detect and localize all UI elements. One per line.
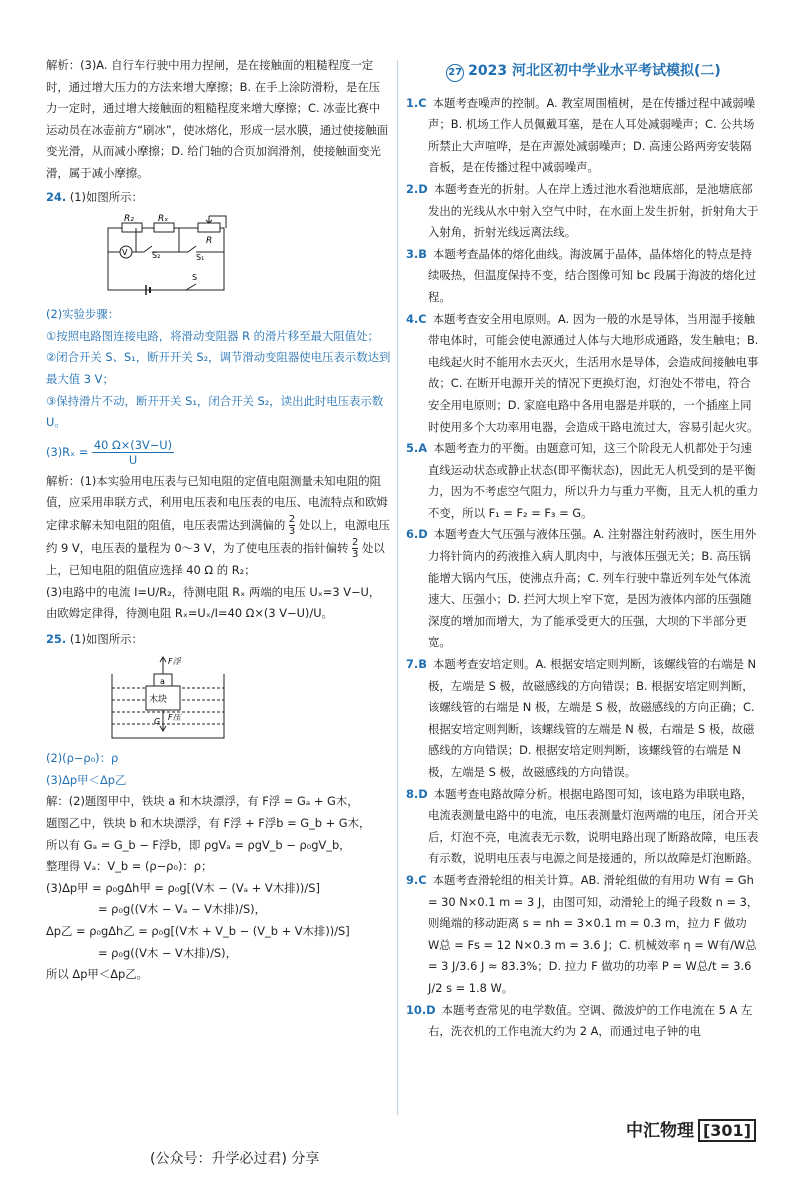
page-number: [301] (698, 1119, 756, 1142)
label-r: R (206, 236, 213, 247)
q24-line1: 24. (1)如图所示： (46, 189, 143, 204)
section-title: 2023 河北区初中学业水平考试模拟(二) (468, 63, 721, 79)
answer-item: 8.D 本题考查电路故障分析。根据电路图可知，该电路为串联电路，电流表测量电路中的电流，电压表测量灯泡两端的电压，闭合开关后，灯泡不亮，电流表无示数，说明电路出现了断路故障，电压表有示数，说明电压表与电源之间是接通的，所以故障是灯泡断路。 (406, 786, 759, 866)
q25-sol-4: 整理得 Vₐ：V_b = (ρ−ρ₀)：ρ； (46, 859, 213, 874)
q25-sol-2: 题图乙中，铁块 b 和木块漂浮，有 F浮 + F浮b = G_b + G木， (46, 816, 371, 831)
q24-formula: (3)Rₓ = $\frac{40 \Omega\times(3V-U)}{U}$ (46, 437, 173, 467)
q24-step-3: ③保持滑片不动，断开开关 S₁，闭合开关 S₂，读出此时电压表示数 U。 (46, 393, 384, 430)
answer-item: 9.C 本题考查滑轮组的相关计算。AB. 滑轮组做的有用功 W有 = Gh = 30 N×0.1 m = 3 J，由图可知，动滑轮上的绳子段数 n = 3，则绳端的移动距离 s = nh = 3×0.1 m = 0.3 m，拉力 F 做功 W总 = Fs = 12 N×0.3 m = 3.6 J；C. 机械效率 η = W有/W总 = 3 J/3.6 J ≈ 83.3%；D. 拉力 F 做功的功率 P = W总/t = 3.6 J/2 s = 1.8 W。 (406, 872, 759, 995)
resistor-r2 (122, 223, 142, 232)
buoyancy-diagram (106, 654, 236, 742)
q24-analysis: 解析：(1)本实验用电压表与已知电阻的定值电阻测量未知电阻的阻值，应采用串联方式，利用电压表和电压表的电压、电流特点和欧姆定律求解未知电阻的阻值，电压表需达到满偏的 $\frac{2}{3}$ 处以上，电源电压约 9 V，电压表的量程为 0～3 V，为了使电压表的指针偏转 $\frac{2}{3}$ 处以上，已知电阻的阻值应选择 40 Ω 的 R₂； (46, 473, 390, 577)
answer-item: 4.C 本题考查安全用电原则。A. 因为一般的水是导体，当用湿手接触带电体时，可能会使电源通过人体与大地形成通路，发生触电；B. 电线起火时不能用水去灭火，生活用水是导体，会造成间接触电事故；C. 在断开电源开关的情况下更换灯泡，灯泡处不带电，符合安全用电原则；D. 家庭电路中各用电器是并联的，一个插座上同时使用多个大功率用电器，会造成干路电流过大，容易引起火灾。 (406, 311, 759, 434)
q24-step-1: ①按照电路图连接电路，将滑动变阻器 R 的滑片移至最大阻值处； (46, 328, 379, 343)
label-rx: Rₓ (158, 214, 169, 225)
q24-analysis-3: (3)电路中的电流 I=U/R₂，待测电阻 Rₓ 两端的电压 Uₓ=3 V−U，由欧姆定律得，待测电阻 Rₓ=Uₓ/I=40 Ω×(3 V−U)/U。 (46, 584, 381, 621)
answer-item: 3.B 本题考查晶体的熔化曲线。海波属于晶体，晶体熔化的特点是持续吸热，但温度保持不变，结合图像可知 bc 段属于海波的熔化过程。 (406, 246, 757, 304)
q25-number: 25. (46, 631, 67, 646)
label-s2: S₂ (152, 251, 161, 261)
label-s: S (192, 273, 198, 283)
q25-sol-7: Δp乙 = ρ₀gΔh乙 = ρ₀g[(V木 + V_b − (V_b + V木排))/S] (46, 924, 350, 939)
switch-s2 (144, 246, 152, 252)
column-divider (397, 60, 398, 1115)
left-column (46, 55, 391, 986)
right-column (406, 55, 761, 1043)
circuit-diagram (106, 212, 246, 298)
q25-sol-1: 解：(2)题图甲中，铁块 a 和木块漂浮，有 F浮 = Gₐ + G木， (46, 794, 359, 809)
answer-item: 6.D 本题考查大气压强与液体压强。A. 注射器注射药液时，医生用外力将针筒内的药液推入病人肌肉中，与液体压强无关；B. 高压锅能增大锅内气压，使沸点升高；C. 列车行驶中靠近列车处气体流速大、压强小；D. 拦河大坝上窄下宽，是因为液体内部的压强随深度的增加而增大，为了能承受更大的压强，大坝的下半部分更宽。 (406, 527, 757, 650)
q25-sol-3: 所以有 Gₐ = G_b − F浮b，即 ρgVₐ = ρgV_b − ρ₀gV_b， (46, 837, 351, 852)
q23-analysis: 解析：(3)A. 自行车行驶中用力捏闸，是在接触面的粗糙程度一定时，通过增大压力的方法来增大摩擦；B. 在手上涂防滑粉，是在压力一定时，通过增大接触面的粗糙程度来增大摩擦；C. 冰壶比赛中运动员在冰壶前方“刷冰”，使冰熔化，形成一层水膜，通过使接触面变光滑，从而减小摩擦；D. 给门轴的合页加润滑剂，使接触面变光滑，属于减小摩擦。 (46, 58, 389, 180)
q24-step-2: ②闭合开关 S、S₁，断开开关 S₂，调节滑动变阻器使电压表示数达到最大值 3 V； (46, 350, 391, 386)
label-s1: S₁ (196, 253, 205, 263)
q25-sol-8: = ρ₀g((V木 − V木排)/S)， (98, 945, 237, 960)
label-f-fu: F浮 (168, 657, 181, 667)
section-header (406, 61, 761, 83)
q24-number: 24. (46, 189, 67, 204)
label-a: a (160, 677, 165, 687)
switch-s1 (188, 246, 196, 252)
rheostat-r (198, 223, 220, 232)
q25-line1: 25. (1)如图所示： (46, 631, 143, 646)
answer-item: 1.C 本题考查噪声的控制。A. 教室周围植树，是在传播过程中减弱噪声；B. 机场工作人员佩戴耳塞，是在人耳处减弱噪声；C. 公共场所禁止大声喧哗，是在声源处减弱噪声；D. 高速公路两旁安装隔音板，是在传播过程中减弱噪声。 (406, 95, 756, 175)
q24-formula-num: 40 Ω×(3V−U) (93, 437, 173, 452)
subject-label: 中汇物理 (625, 1121, 694, 1141)
answer-item: 5.A 本题考查力的平衡。由题意可知，这三个阶段无人机都处于匀速直线运动状态或静止状态(即平衡状态)，因此无人机受到的是平衡力，因为不考虑空气阻力，所以升力与重力平衡，且无人机的重力不变，所以 F₁ = F₂ = F₃ = G。 (406, 441, 759, 520)
label-wood: 木块 (149, 695, 168, 706)
q25-sol-5: (3)Δp甲 = ρ₀gΔh甲 = ρ₀g[(V木 − (Vₐ + V木排))/S] (46, 880, 320, 895)
q25-sol-9: 所以 Δp甲＜Δp乙。 (46, 967, 149, 982)
q24-steps-title: (2)实验步骤： (46, 307, 120, 322)
q25-sol-6: = ρ₀g((V木 − Vₐ − V木排)/S)， (98, 902, 267, 917)
q25-answer-3: (3)Δp甲＜Δp乙 (46, 772, 127, 787)
label-f-ya: F压 (168, 713, 181, 723)
q24-formula-den: U (128, 452, 138, 467)
page-footer-subject (626, 1116, 756, 1142)
answer-item: 2.D 本题考查光的折射。人在岸上透过池水看池塘底部，是池塘底部发出的光线从水中射入空气中时，在水面上发生折射，折射角大于入射角，折射光线远离法线。 (406, 181, 759, 240)
resistor-rx (154, 223, 174, 232)
answer-item: 10.D 本题考查常见的电学数值。空调、微波炉的工作电流在 5 A 左右，洗衣机的工作电流大约为 2 A，而通过电子钟的电 (406, 1002, 753, 1039)
share-note: (公众号：升学必过君) 分享 (150, 1151, 320, 1167)
section-number-badge: 27 (446, 64, 464, 82)
q25-answer-2: (2)(ρ−ρ₀)：ρ (46, 751, 119, 766)
answer-item: 7.B 本题考查安培定则。A. 根据安培定则判断，该螺线管的右端是 N 极，左端是 S 极，故磁感线的方向错误；B. 根据安培定则判断，该螺线管的右端是 N 极，左端是 S 极，故磁感线的方向正确；C. 根据安培定则判断，该螺线管的左端是 N 极，右端是 S 极，故磁感线的方向错误；D. 根据安培定则判断，该螺线管的右端是 N 极，左端是 S 极，故磁感线的方向错误。 (406, 657, 757, 779)
switch-s (186, 284, 196, 290)
label-g: G (154, 717, 161, 727)
label-v: V (122, 248, 128, 258)
label-r2: R₂ (124, 214, 134, 225)
rheostat-slider (206, 216, 212, 223)
